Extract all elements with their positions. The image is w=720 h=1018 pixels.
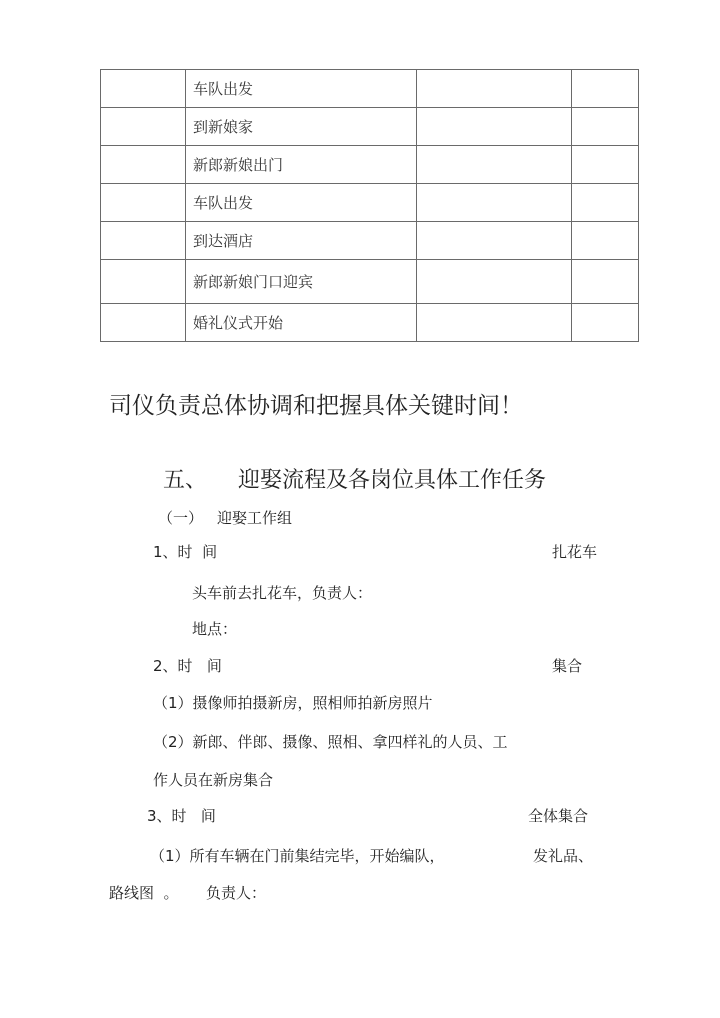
event-cell: 新郎新娘出门 [186, 146, 417, 184]
item-3-line-2: 路线图 。 [109, 884, 179, 902]
table-row [101, 108, 639, 146]
section-title: 迎娶流程及各岗位具体工作任务 [238, 468, 547, 493]
item-2-line-2: （2）新郎、伴郎、摄像、照相、拿四样礼的人员、工 [153, 733, 508, 751]
content-cell [417, 108, 572, 146]
table-row [101, 146, 639, 184]
item-2-task: 集合 [552, 657, 583, 675]
content-cell [417, 184, 572, 222]
item-1-label: 1、时 间 [153, 543, 218, 561]
subsection-title: 迎娶工作组 [217, 509, 293, 527]
content-cell [417, 260, 572, 304]
remark-cell [572, 304, 639, 342]
content-cell [417, 304, 572, 342]
remark-cell [572, 184, 639, 222]
content-cell [417, 146, 572, 184]
table-row [101, 260, 639, 304]
subsection-number: （一） [158, 509, 204, 527]
time-cell [101, 184, 186, 222]
item-2-line-3: 作人员在新房集合 [153, 771, 274, 789]
item-2-line-1: （1）摄像师拍摄新房，照相师拍新房照片 [153, 694, 433, 712]
event-cell: 车队出发 [186, 184, 417, 222]
section-number: 五、 [163, 468, 208, 493]
time-cell [101, 222, 186, 260]
item-2-label: 2、时 间 [153, 657, 222, 675]
item-3-line-1: （1）所有车辆在门前集结完毕，开始编队， [150, 847, 445, 865]
item-1-task: 扎花车 [552, 543, 598, 561]
event-cell: 到达酒店 [186, 222, 417, 260]
remark-cell [572, 222, 639, 260]
remark-cell [572, 108, 639, 146]
table-row [101, 184, 639, 222]
time-cell [101, 146, 186, 184]
time-cell [101, 260, 186, 304]
item-3-line-1-end: 发礼品、 [533, 847, 594, 865]
event-cell: 婚礼仪式开始 [186, 304, 417, 342]
item-3-task: 全体集合 [528, 807, 589, 825]
item-1-line-2: 地点： [192, 620, 238, 638]
table-row [101, 70, 639, 108]
item-1-line-1: 头车前去扎花车，负责人： [192, 584, 373, 602]
table-row [101, 222, 639, 260]
time-cell [101, 70, 186, 108]
remark-cell [572, 70, 639, 108]
table-row [101, 304, 639, 342]
item-3-label: 3、时 间 [147, 807, 216, 825]
content-cell [417, 70, 572, 108]
event-cell: 新郎新娘门口迎宾 [186, 260, 417, 304]
item-3-line-2-end: 负责人： [206, 884, 267, 902]
remark-cell [572, 260, 639, 304]
content-cell [417, 222, 572, 260]
time-cell [101, 108, 186, 146]
schedule-table [100, 69, 639, 342]
remark-cell [572, 146, 639, 184]
event-cell: 车队出发 [186, 70, 417, 108]
event-cell: 到新娘家 [186, 108, 417, 146]
time-cell [101, 304, 186, 342]
coordination-notice: 司仪负责总体协调和把握具体关键时间！ [109, 393, 523, 419]
